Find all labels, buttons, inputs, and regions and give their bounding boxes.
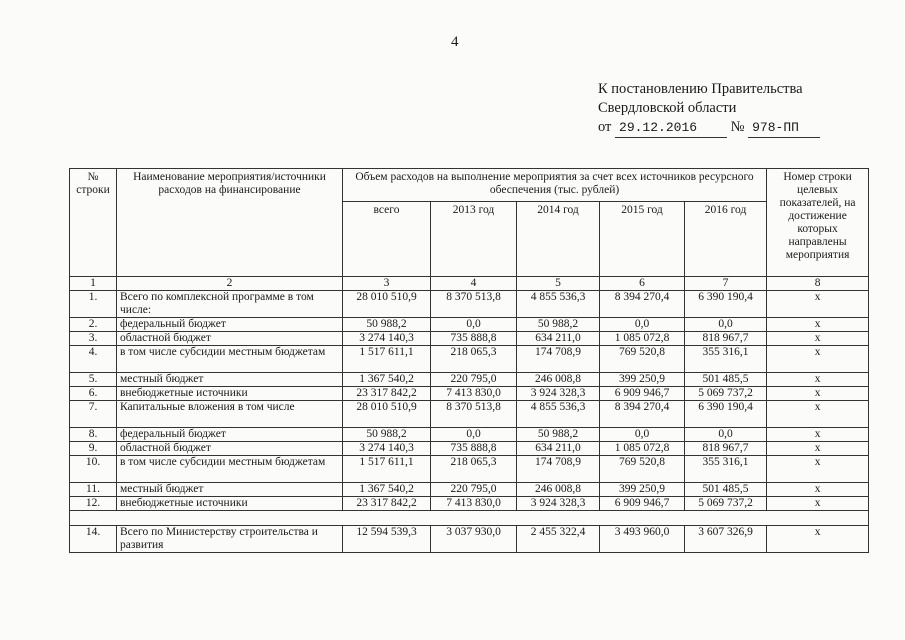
value-total: 50 988,2: [343, 428, 431, 442]
row-indicator: х: [767, 401, 869, 428]
value-2013: 3 037 930,0: [431, 526, 517, 553]
value-2013: 218 065,3: [431, 346, 517, 373]
value-2016: 818 967,7: [685, 332, 767, 346]
value-total: 28 010 510,9: [343, 401, 431, 428]
value-2015: 8 394 270,4: [600, 401, 685, 428]
value-2016: 501 485,5: [685, 483, 767, 497]
value-2015: 399 250,9: [600, 483, 685, 497]
value-2015: 3 493 960,0: [600, 526, 685, 553]
value-2014: 50 988,2: [517, 318, 600, 332]
decree-number: 978-ПП: [748, 118, 820, 138]
value-2016: 5 069 737,2: [685, 387, 767, 401]
row-name: федеральный бюджет: [117, 318, 343, 332]
value-2014: 174 708,9: [517, 456, 600, 483]
value-total: 12 594 539,3: [343, 526, 431, 553]
row-indicator: х: [767, 318, 869, 332]
row-indicator: х: [767, 442, 869, 456]
row-name: областной бюджет: [117, 332, 343, 346]
row-number: 10.: [70, 456, 117, 483]
row-name: внебюджетные источники: [117, 387, 343, 401]
row-name: федеральный бюджет: [117, 428, 343, 442]
head-row-number: № строки: [70, 169, 117, 277]
row-indicator: х: [767, 456, 869, 483]
table-row: [70, 373, 869, 387]
head-2013: 2013 год: [431, 202, 517, 277]
table-row: [70, 291, 869, 318]
value-total: 23 317 842,2: [343, 387, 431, 401]
value-2014: 4 855 536,3: [517, 401, 600, 428]
value-2013: 735 888,8: [431, 442, 517, 456]
head-2014: 2014 год: [517, 202, 600, 277]
value-total: 1 367 540,2: [343, 373, 431, 387]
value-2016: 818 967,7: [685, 442, 767, 456]
column-number: 3: [343, 277, 431, 291]
column-number: 6: [600, 277, 685, 291]
row-number: 4.: [70, 346, 117, 373]
row-indicator: х: [767, 428, 869, 442]
value-2015: 0,0: [600, 318, 685, 332]
row-number: 11.: [70, 483, 117, 497]
column-number: 5: [517, 277, 600, 291]
value-2016: 0,0: [685, 318, 767, 332]
value-2013: 218 065,3: [431, 456, 517, 483]
table-row: [70, 387, 869, 401]
column-numbers-row: [70, 277, 869, 291]
column-number: 1: [70, 277, 117, 291]
value-2016: 5 069 737,2: [685, 497, 767, 511]
header-line2: Свердловской области: [598, 100, 737, 116]
row-indicator: х: [767, 387, 869, 401]
value-2013: 8 370 513,8: [431, 291, 517, 318]
row-indicator: х: [767, 346, 869, 373]
row-indicator: х: [767, 483, 869, 497]
header-line3: [598, 118, 820, 138]
column-number: 7: [685, 277, 767, 291]
table-row: [70, 346, 869, 373]
table-row: [70, 483, 869, 497]
value-total: 50 988,2: [343, 318, 431, 332]
head-volume: Объем расходов на выполнение мероприятия за счет всех источников ресурсного обеспечения (тыс. рублей): [343, 169, 767, 202]
row-name: Капитальные вложения в том числе: [117, 401, 343, 428]
head-total: всего: [343, 202, 431, 277]
row-name: в том числе субсидии местным бюджетам: [117, 346, 343, 373]
value-total: 1 517 611,1: [343, 456, 431, 483]
row-number: 2.: [70, 318, 117, 332]
value-2016: 355 316,1: [685, 456, 767, 483]
from-label: от: [598, 119, 612, 135]
value-2015: 1 085 072,8: [600, 442, 685, 456]
value-total: 23 317 842,2: [343, 497, 431, 511]
row-name: в том числе субсидии местным бюджетам: [117, 456, 343, 483]
table-row: [70, 526, 869, 553]
value-total: 3 274 140,3: [343, 332, 431, 346]
row-number: 5.: [70, 373, 117, 387]
value-2016: 6 390 190,4: [685, 291, 767, 318]
table-row: [70, 442, 869, 456]
value-2013: 7 413 830,0: [431, 497, 517, 511]
number-label: №: [730, 119, 745, 135]
row-number: 7.: [70, 401, 117, 428]
row-number: 12.: [70, 497, 117, 511]
table-row: [70, 456, 869, 483]
value-2014: 634 211,0: [517, 332, 600, 346]
value-2014: 634 211,0: [517, 442, 600, 456]
value-2016: 6 390 190,4: [685, 401, 767, 428]
value-2015: 8 394 270,4: [600, 291, 685, 318]
page-number: 4: [451, 34, 459, 50]
value-total: 1 367 540,2: [343, 483, 431, 497]
table-row: [70, 318, 869, 332]
column-number: 2: [117, 277, 343, 291]
column-number: 4: [431, 277, 517, 291]
row-number: 1.: [70, 291, 117, 318]
row-indicator: х: [767, 373, 869, 387]
value-2014: 246 008,8: [517, 373, 600, 387]
value-2015: 0,0: [600, 428, 685, 442]
value-2015: 6 909 946,7: [600, 497, 685, 511]
value-2015: 769 520,8: [600, 346, 685, 373]
value-2014: 4 855 536,3: [517, 291, 600, 318]
value-2014: 50 988,2: [517, 428, 600, 442]
value-total: 3 274 140,3: [343, 442, 431, 456]
row-indicator: х: [767, 332, 869, 346]
head-2016: 2016 год: [685, 202, 767, 277]
column-number: 8: [767, 277, 869, 291]
row-name: внебюджетные источники: [117, 497, 343, 511]
row-indicator: х: [767, 291, 869, 318]
decree-header: [598, 80, 820, 138]
row-indicator: х: [767, 497, 869, 511]
value-2015: 1 085 072,8: [600, 332, 685, 346]
table-gap: [70, 511, 869, 526]
table-row: [70, 497, 869, 511]
value-2014: 174 708,9: [517, 346, 600, 373]
table-row: [70, 401, 869, 428]
value-2013: 7 413 830,0: [431, 387, 517, 401]
value-2013: 8 370 513,8: [431, 401, 517, 428]
value-2016: 0,0: [685, 428, 767, 442]
row-name: областной бюджет: [117, 442, 343, 456]
value-2013: 0,0: [431, 318, 517, 332]
head-2015: 2015 год: [600, 202, 685, 277]
value-2013: 220 795,0: [431, 373, 517, 387]
value-2013: 220 795,0: [431, 483, 517, 497]
table-row: [70, 332, 869, 346]
row-number: 8.: [70, 428, 117, 442]
gap-cell: [70, 511, 869, 526]
value-2016: 355 316,1: [685, 346, 767, 373]
value-2014: 3 924 328,3: [517, 497, 600, 511]
row-indicator: х: [767, 526, 869, 553]
value-total: 28 010 510,9: [343, 291, 431, 318]
table-row: [70, 428, 869, 442]
head-indicator: Номер строки целевых показателей, на достижение которых направлены мероприятия: [767, 169, 869, 277]
row-name: Всего по Министерству строительства и развития: [117, 526, 343, 553]
value-2013: 0,0: [431, 428, 517, 442]
decree-date: 29.12.2016: [615, 118, 727, 138]
value-2013: 735 888,8: [431, 332, 517, 346]
value-2015: 399 250,9: [600, 373, 685, 387]
row-number: 3.: [70, 332, 117, 346]
value-2015: 769 520,8: [600, 456, 685, 483]
row-number: 9.: [70, 442, 117, 456]
value-2015: 6 909 946,7: [600, 387, 685, 401]
value-total: 1 517 611,1: [343, 346, 431, 373]
row-number: 6.: [70, 387, 117, 401]
head-name: Наименование мероприятия/источники расходов на финансирование: [117, 169, 343, 277]
value-2016: 501 485,5: [685, 373, 767, 387]
value-2016: 3 607 326,9: [685, 526, 767, 553]
value-2014: 246 008,8: [517, 483, 600, 497]
row-number: 14.: [70, 526, 117, 553]
row-name: Всего по комплексной программе в том числе:: [117, 291, 343, 318]
header-line1: К постановлению Правительства: [598, 81, 803, 97]
expenses-table: [69, 168, 869, 553]
row-name: местный бюджет: [117, 483, 343, 497]
value-2014: 3 924 328,3: [517, 387, 600, 401]
value-2014: 2 455 322,4: [517, 526, 600, 553]
row-name: местный бюджет: [117, 373, 343, 387]
